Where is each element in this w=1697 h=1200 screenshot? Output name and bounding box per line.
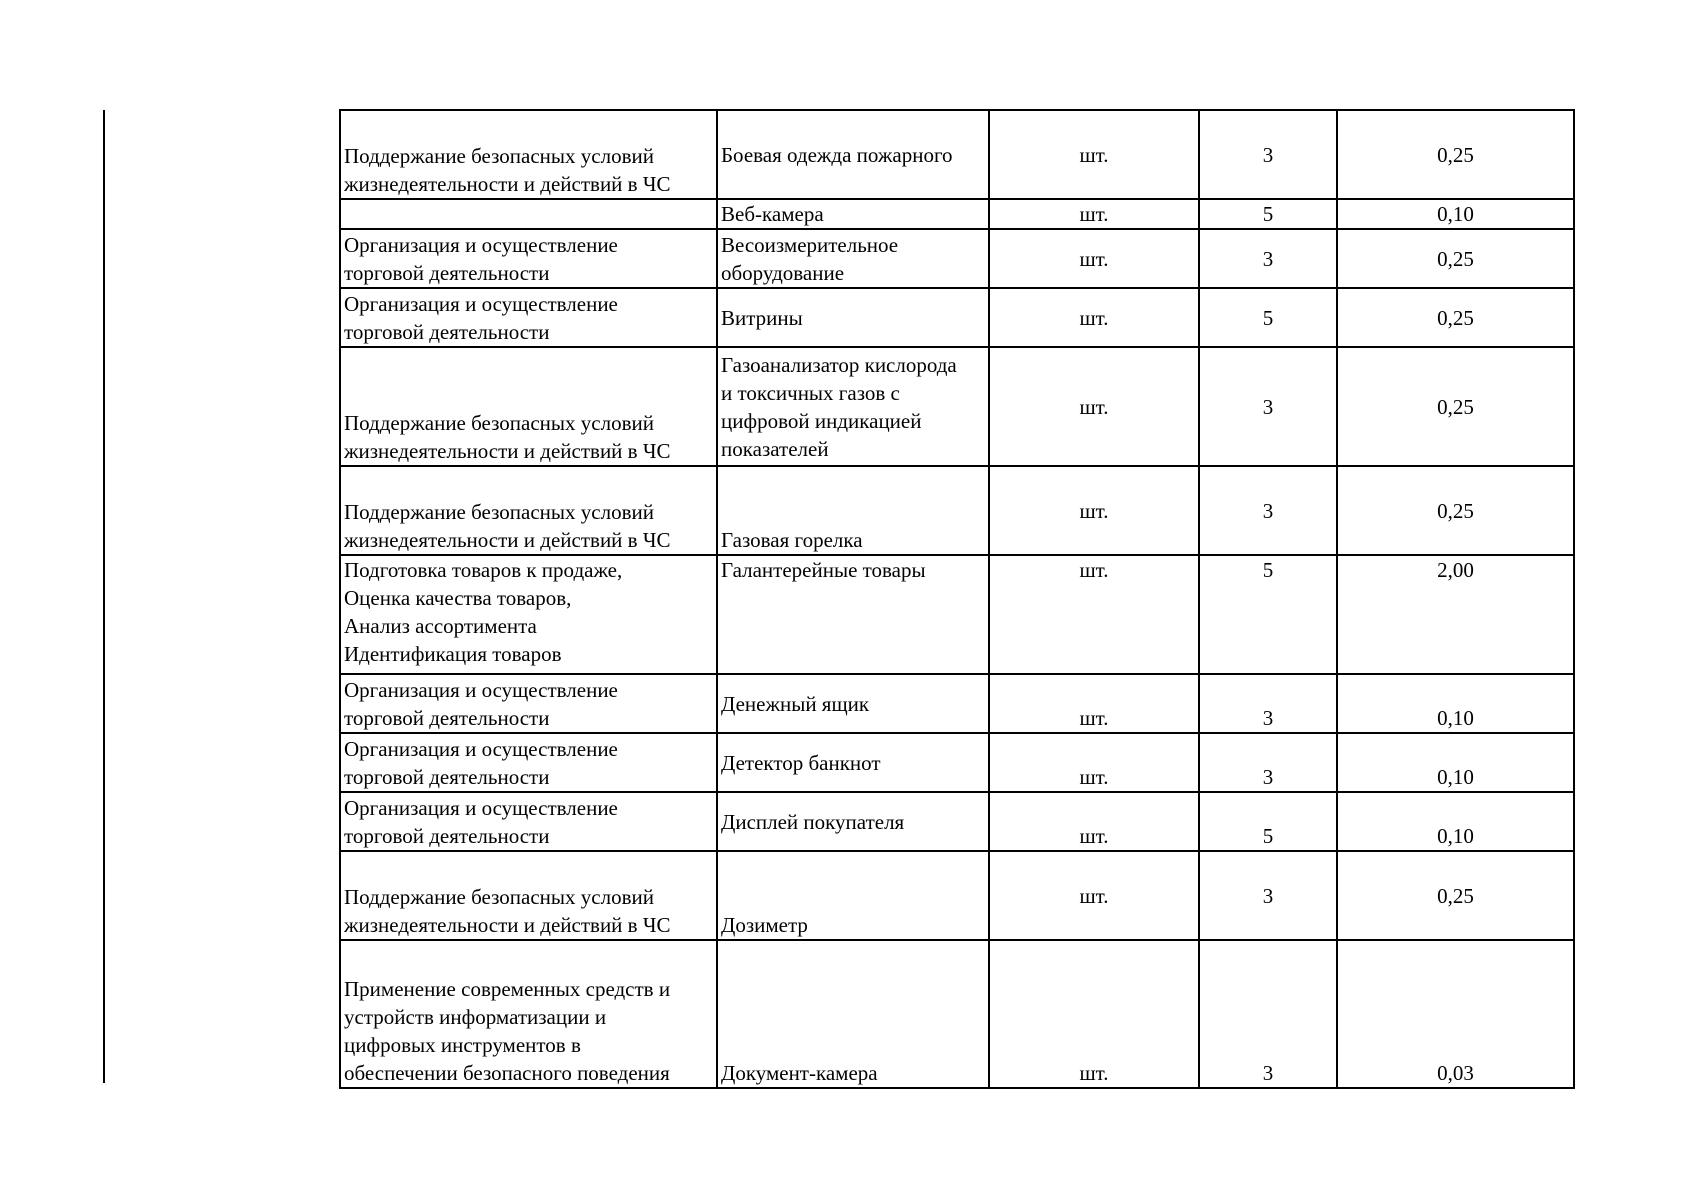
item-cell: Дисплей покупателя	[717, 792, 989, 851]
item-cell: Детектор банкнот	[717, 733, 989, 792]
item-cell: Документ-камера	[717, 940, 989, 1088]
unit-cell: шт.	[989, 851, 1199, 940]
item-cell: Галантерейные товары	[717, 555, 989, 674]
quantity-cell: 3	[1199, 466, 1337, 555]
discipline-cell: Организация и осуществление торговой деятельности	[340, 229, 717, 288]
discipline-cell	[340, 199, 717, 229]
norm-cell: 0,10	[1337, 674, 1574, 733]
norm-cell: 0,10	[1337, 199, 1574, 229]
table-row	[340, 674, 1574, 733]
norm-cell: 0,10	[1337, 733, 1574, 792]
item-cell: Боевая одежда пожарного	[717, 110, 989, 199]
quantity-cell: 5	[1199, 199, 1337, 229]
item-cell: Весоизмерительное оборудование	[717, 229, 989, 288]
unit-cell: шт.	[989, 940, 1199, 1088]
unit-cell: шт.	[989, 733, 1199, 792]
unit-cell: шт.	[989, 347, 1199, 466]
table-row	[340, 940, 1574, 1088]
unit-cell: шт.	[989, 229, 1199, 288]
discipline-cell: Применение современных средств и устройств информатизации и цифровых инструментов в обеспечении безопасного поведения	[340, 940, 717, 1088]
table-row	[340, 792, 1574, 851]
table-row	[340, 555, 1574, 674]
table-row	[340, 110, 1574, 199]
left-margin-rule	[103, 110, 105, 1083]
item-cell: Газовая горелка	[717, 466, 989, 555]
quantity-cell: 3	[1199, 733, 1337, 792]
table-row	[340, 229, 1574, 288]
norm-cell: 0,25	[1337, 110, 1574, 199]
unit-cell: шт.	[989, 288, 1199, 347]
quantity-cell: 3	[1199, 347, 1337, 466]
unit-cell: шт.	[989, 792, 1199, 851]
quantity-cell: 3	[1199, 229, 1337, 288]
table-row	[340, 851, 1574, 940]
table-row	[340, 288, 1574, 347]
discipline-cell: Организация и осуществление торговой деятельности	[340, 674, 717, 733]
discipline-cell: Организация и осуществление торговой деятельности	[340, 792, 717, 851]
table-row	[340, 199, 1574, 229]
discipline-cell: Поддержание безопасных условий жизнедеятельности и действий в ЧС	[340, 110, 717, 199]
item-cell: Дозиметр	[717, 851, 989, 940]
discipline-cell: Организация и осуществление торговой деятельности	[340, 733, 717, 792]
norm-cell: 0,10	[1337, 792, 1574, 851]
unit-cell: шт.	[989, 199, 1199, 229]
table-row	[340, 466, 1574, 555]
item-cell: Газоанализатор кислорода и токсичных газов с цифровой индикацией показателей	[717, 347, 989, 466]
quantity-cell: 3	[1199, 674, 1337, 733]
item-cell: Денежный ящик	[717, 674, 989, 733]
equipment-table	[339, 109, 1575, 1089]
quantity-cell: 3	[1199, 940, 1337, 1088]
norm-cell: 0,25	[1337, 288, 1574, 347]
unit-cell: шт.	[989, 110, 1199, 199]
quantity-cell: 3	[1199, 851, 1337, 940]
quantity-cell: 5	[1199, 555, 1337, 674]
discipline-cell: Поддержание безопасных условий жизнедеятельности и действий в ЧС	[340, 466, 717, 555]
quantity-cell: 5	[1199, 792, 1337, 851]
discipline-cell: Подготовка товаров к продаже, Оценка качества товаров, Анализ ассортимента Идентификация товаров	[340, 555, 717, 674]
unit-cell: шт.	[989, 674, 1199, 733]
norm-cell: 0,25	[1337, 851, 1574, 940]
norm-cell: 0,25	[1337, 347, 1574, 466]
table-row	[340, 347, 1574, 466]
unit-cell: шт.	[989, 466, 1199, 555]
discipline-cell: Организация и осуществление торговой деятельности	[340, 288, 717, 347]
item-cell: Витрины	[717, 288, 989, 347]
item-cell: Веб-камера	[717, 199, 989, 229]
discipline-cell: Поддержание безопасных условий жизнедеятельности и действий в ЧС	[340, 347, 717, 466]
quantity-cell: 5	[1199, 288, 1337, 347]
norm-cell: 0,25	[1337, 466, 1574, 555]
unit-cell: шт.	[989, 555, 1199, 674]
norm-cell: 0,03	[1337, 940, 1574, 1088]
discipline-cell: Поддержание безопасных условий жизнедеятельности и действий в ЧС	[340, 851, 717, 940]
quantity-cell: 3	[1199, 110, 1337, 199]
norm-cell: 2,00	[1337, 555, 1574, 674]
table-row	[340, 733, 1574, 792]
norm-cell: 0,25	[1337, 229, 1574, 288]
